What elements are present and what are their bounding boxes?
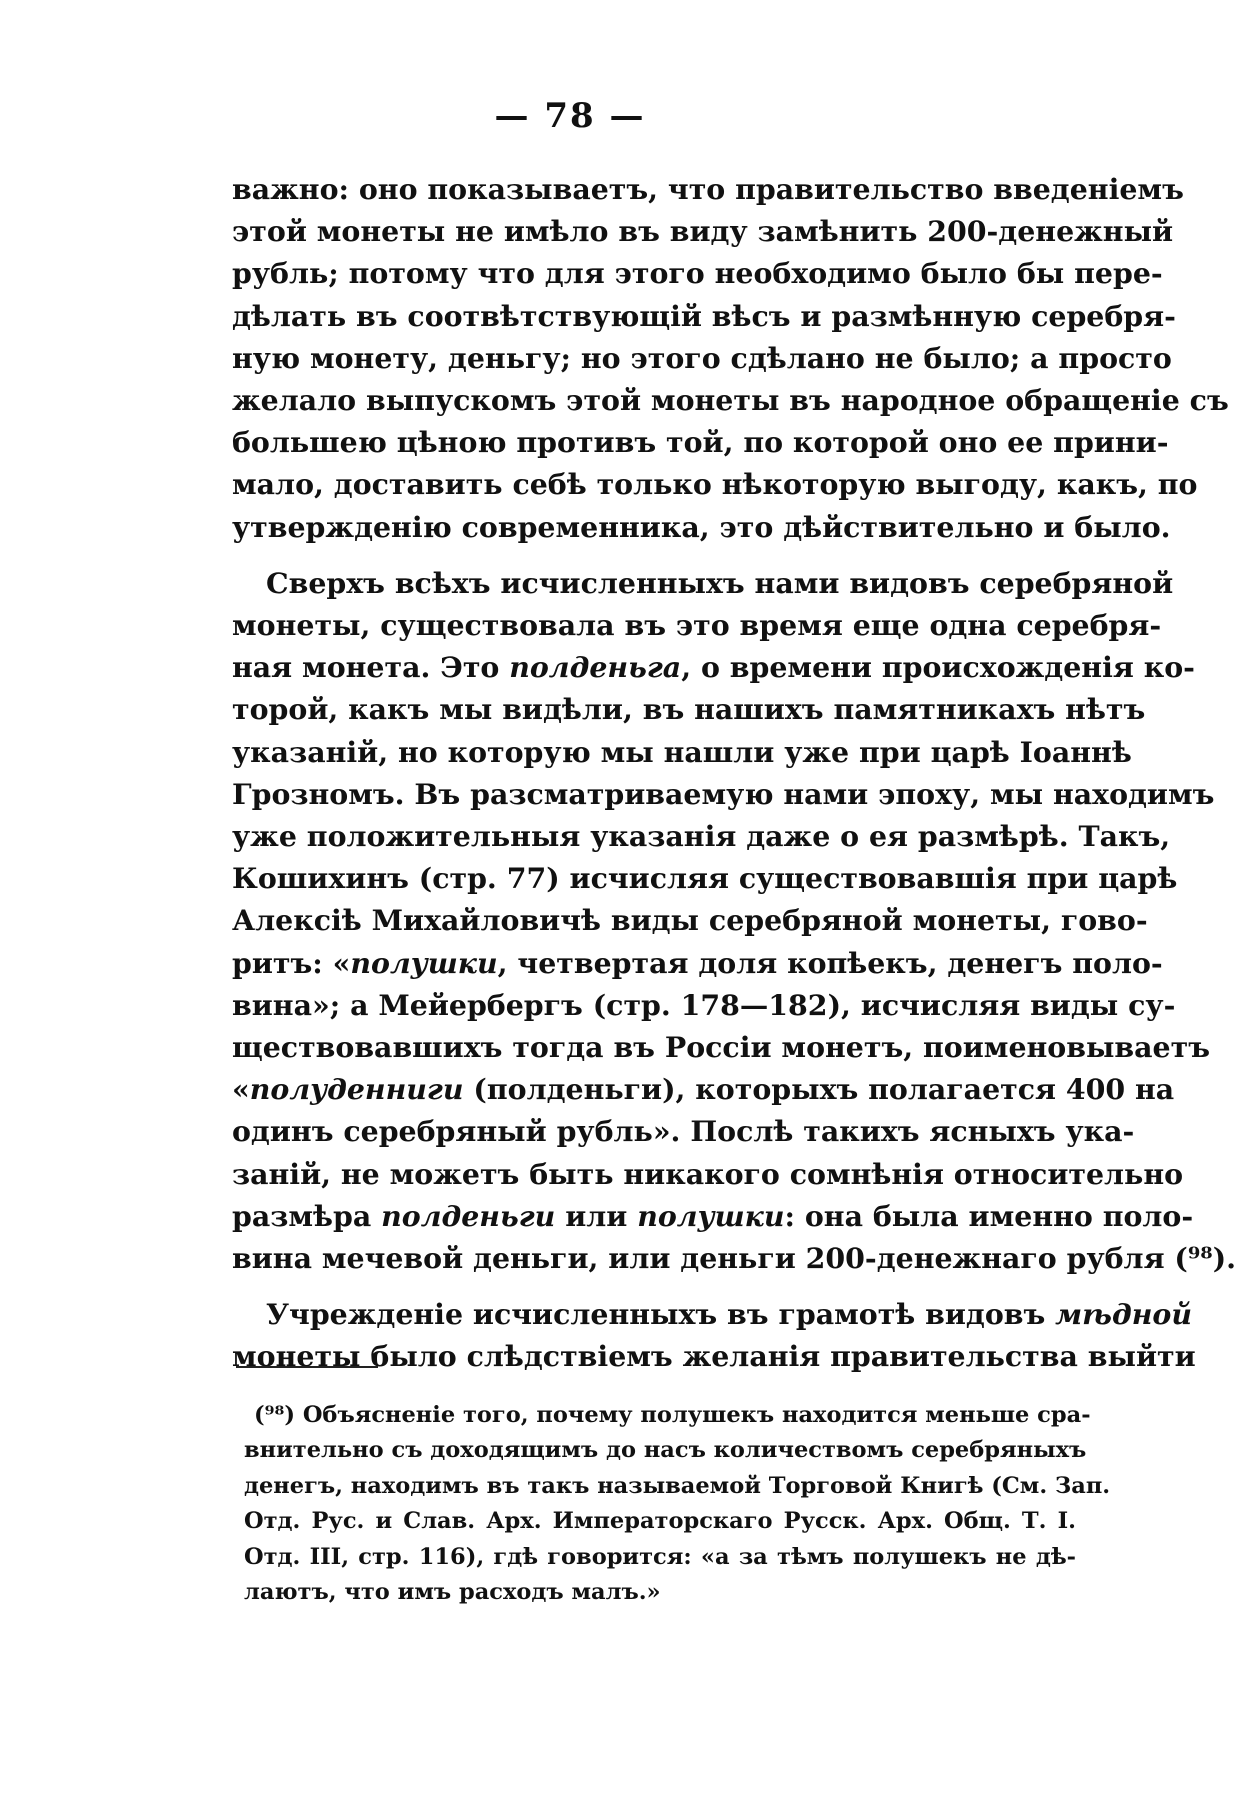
text-line: заній, не можетъ быть никакого сомнѣнія относительно	[232, 1156, 1184, 1191]
text-line: Кошихинъ (стр. 77) исчисляя существовавшія при царѣ	[232, 861, 1178, 896]
text-line: уже положительныя указанія даже о ея размѣрѣ. Такъ,	[232, 819, 1171, 854]
footnote-line: внительно съ доходящимъ до насъ количествомъ серебряныхъ	[244, 1437, 1087, 1464]
text-line: утвержденію современника, это дѣйствительно и было.	[232, 509, 1171, 544]
footnote-line: Отд. Рус. и Слав. Арх. Императорскаго Русск. Арх. Общ. Т. I.	[244, 1508, 1076, 1535]
text-line: «полуденниги (полденьги), которыхъ полагается 400 на	[232, 1072, 1175, 1107]
footnote-line: лаютъ, что имъ расходъ малъ.»	[244, 1579, 661, 1606]
italic-term: полушки	[350, 945, 498, 980]
paragraph-1	[232, 168, 1229, 548]
text-line: монеты, существовала въ это время еще одна серебря-	[232, 608, 1162, 643]
text-line: размѣра полденьги или полушки: она была именно поло-	[232, 1198, 1194, 1233]
text-line: вина»; а Мейербергъ (стр. 178—182), исчисляя виды су-	[232, 987, 1176, 1022]
italic-term: полуденниги	[249, 1072, 464, 1107]
text-line: важно: оно показываетъ, что правительство введеніемъ	[232, 172, 1184, 206]
page-number: — 78 —	[494, 96, 646, 136]
text-line: ная монета. Это полденьга, о времени происхожденія ко-	[232, 650, 1195, 685]
text-line: мало, доставить себѣ только нѣкоторую выгоду, какъ, по	[232, 467, 1198, 502]
text-line: ную монету, деньгу; но этого сдѣлано не было; а просто	[232, 340, 1172, 375]
text-line: одинъ серебряный рубль». Послѣ такихъ ясныхъ ука-	[232, 1114, 1135, 1149]
text-line: этой монеты не имѣло въ виду замѣнить 200-денежный	[232, 214, 1174, 249]
text-line: торой, какъ мы видѣли, въ нашихъ памятникахъ нѣтъ	[232, 692, 1146, 727]
text-line: Учрежденіе исчисленныхъ въ грамотѣ видовъ мѣдной	[266, 1297, 1192, 1332]
text-line: Алексіѣ Михайловичѣ виды серебряной монеты, гово-	[232, 903, 1148, 938]
italic-term: полушки	[637, 1198, 785, 1233]
paragraph-2	[232, 562, 1236, 1279]
text-line: ществовавшихъ тогда въ Россіи монетъ, поименовываетъ	[232, 1030, 1210, 1065]
text-line: вина мечевой деньги, или деньги 200-денежнаго рубля (⁹⁸).	[232, 1241, 1236, 1276]
text-line: ритъ: «полушки, четвертая доля копѣекъ, денегъ поло-	[232, 945, 1163, 980]
text-line: Грозномъ. Въ разсматриваемую нами эпоху, мы находимъ	[232, 776, 1215, 811]
italic-term: полденьга	[509, 650, 682, 685]
footnote	[244, 1398, 1111, 1610]
text-line: большею цѣною противъ той, по которой оно ее прини-	[232, 425, 1169, 460]
text-line: желало выпускомъ этой монеты въ народное обращеніе съ	[232, 383, 1229, 418]
italic-term: полденьги	[381, 1198, 556, 1233]
text-line: рубль; потому что для этого необходимо было бы пере-	[232, 256, 1163, 291]
italic-term: мѣдной	[1055, 1297, 1192, 1332]
text-line: указаній, но которую мы нашли уже при царѣ Іоаннѣ	[232, 734, 1132, 769]
text-line: Сверхъ всѣхъ исчисленныхъ нами видовъ серебряной	[266, 565, 1174, 600]
footnote-line: Отд. III, стр. 116), гдѣ говорится: «а за тѣмъ полушекъ не дѣ-	[244, 1543, 1076, 1570]
text-line: монеты было слѣдствіемъ желанія правительства выйти	[232, 1339, 1196, 1374]
text-line: дѣлать въ соотвѣтствующій вѣсъ и размѣнную серебря-	[232, 298, 1176, 333]
footnote-divider	[236, 1366, 378, 1368]
main-text	[232, 168, 1236, 1378]
footnote-line: (⁹⁸) Объясненіе того, почему полушекъ находится меньше сра-	[254, 1402, 1091, 1428]
footnote-line: денегъ, находимъ въ такъ называемой Торговой Книгѣ (См. Зап.	[244, 1472, 1111, 1499]
